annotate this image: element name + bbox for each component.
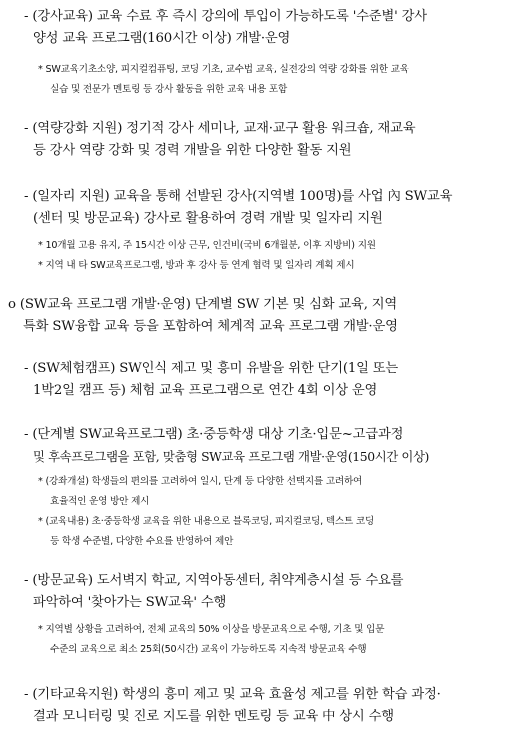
paragraph-line: (센터 및 방문교육) 강사로 활용하여 경력 개발 및 일자리 지원 (33, 211, 383, 226)
section-capacity-support (24, 118, 415, 162)
section-other-support (24, 684, 441, 728)
section-stepwise-program (24, 424, 429, 468)
paragraph-line: - (강사교육) 교육 수료 후 즉시 강의에 투입이 가능하도록 '수준별' 강사 (24, 9, 427, 24)
paragraph-line: - (방문교육) 도서벽지 학교, 지역아동센터, 취약계층시설 등 수요를 (24, 573, 404, 588)
note-line: * 지역별 상황을 고려하여, 전체 교육의 50% 이상을 방문교육으로 수행, 기초 및 입문 (38, 624, 385, 635)
paragraph-line: - (일자리 지원) 교육을 통해 선발된 강사(지역별 100명)를 사업 內 SW교육 (24, 189, 453, 204)
note-line: * 10개월 고용 유지, 주 15시간 이상 근무, 인건비(국비 6개월분, 이후 지방비) 지원 (38, 240, 376, 251)
section-job-support (24, 186, 452, 230)
note-line: * (교육내용) 초·중등학생 교육을 위한 내용으로 블록코딩, 피지컬코딩, 텍스트 코딩 (38, 516, 375, 527)
paragraph-line: - (역량강화 지원) 정기적 강사 세미나, 교재·교구 활용 워크숍, 재교육 (24, 121, 416, 136)
paragraph-line: - (SW체험캠프) SW인식 제고 및 흥미 유발을 위한 단기(1일 또는 (24, 361, 399, 376)
note-block (38, 60, 409, 100)
paragraph-line: 파악하여 '찾아가는 SW교육' 수행 (33, 595, 227, 610)
note-line: 등 학생 수준별, 다양한 수요를 반영하여 제안 (50, 536, 234, 547)
paragraph-line: 및 후속프로그램을 포함, 맞춤형 SW교육 프로그램 개발·운영(150시간 이상) (33, 449, 429, 464)
paragraph-line: - (기타교육지원) 학생의 흥미 제고 및 교육 효율성 제고를 위한 학습 과정· (24, 687, 441, 702)
note-block (38, 620, 384, 660)
note-line: 효율적인 운영 방안 제시 (50, 496, 150, 507)
note-block (38, 236, 376, 276)
paragraph-line: - (단계별 SW교육프로그램) 초·중등학생 대상 기초·입문~고급과정 (24, 427, 404, 442)
paragraph-line: 등 강사 역량 강화 및 경력 개발을 위한 다양한 활동 지원 (33, 143, 352, 158)
paragraph-line: 양성 교육 프로그램(160시간 이상) 개발·운영 (33, 31, 291, 46)
section-program-development (8, 294, 398, 338)
note-block (38, 472, 374, 552)
paragraph-line: 특화 SW융합 교육 등을 포함하여 체계적 교육 프로그램 개발·운영 (23, 319, 398, 334)
note-line: * SW교육기초소양, 피지컬컴퓨팅, 코딩 기초, 교수법 교육, 실전강의 역량 강화를 위한 교육 (38, 64, 409, 75)
note-line: 수준의 교육으로 최소 25회(50시간) 교육이 가능하도록 지속적 방문교육 수행 (50, 644, 367, 655)
paragraph-line: 1박2일 캠프 등) 체험 교육 프로그램으로 연간 4회 이상 운영 (33, 383, 378, 398)
paragraph-line: o (SW교육 프로그램 개발·운영) 단계별 SW 기본 및 심화 교육, 지역 (8, 297, 398, 312)
section-instructor-training (24, 6, 427, 50)
section-sw-camp (24, 358, 398, 402)
note-line: * (강좌개설) 학생들의 편의를 고려하여 일시, 단계 등 다양한 선택지를 고려하여 (38, 476, 363, 487)
paragraph-line: 결과 모니터링 및 진로 지도를 위한 멘토링 등 교육 中 상시 수행 (33, 709, 394, 724)
note-line: * 지역 내 타 SW교육프로그램, 방과 후 강사 등 연계 협력 및 일자리 계획 제시 (38, 260, 355, 271)
section-visiting-education (24, 570, 403, 614)
note-line: 실습 및 전문가 멘토링 등 강사 활동을 위한 교육 내용 포함 (50, 84, 288, 95)
